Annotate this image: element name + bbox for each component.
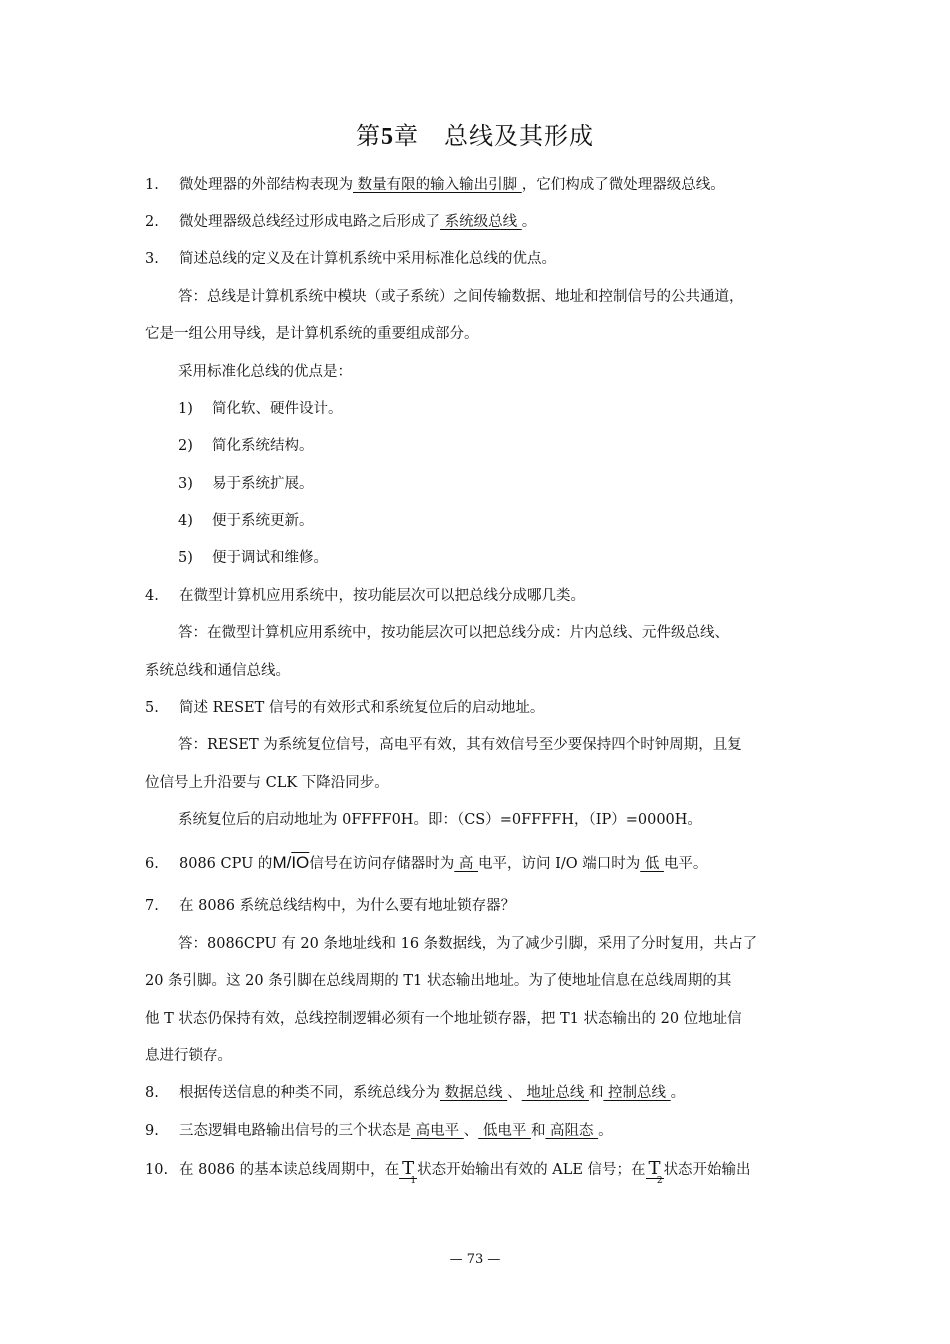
answer-blank: 数量有限的输入输出引脚 [353,177,522,193]
answer-3-line-2: 它是一组公用导线，是计算机系统的重要组成部分。 [145,326,479,342]
answer-blank: 地址总线 [521,1085,589,1101]
advantage-item: 3) 易于系统扩展。 [178,476,314,492]
page-number: — 73 — [449,1252,501,1267]
question-5: 5. 简述 RESET 信号的有效形式和系统复位后的启动地址。 [145,700,545,716]
advantage-item: 5) 便于调试和维修。 [178,550,328,566]
answer-blank: 高 [454,856,478,872]
advantage-item: 2) 简化系统结构。 [178,438,314,454]
answer-blank: 系统级总线 [440,214,522,230]
answer-7-line-4: 息进行锁存。 [145,1048,232,1064]
answer-4-line-1: 答：在微型计算机应用系统中，按功能层次可以把总线分成：片内总线、元件级总线、 [178,625,729,641]
m-io-signal: M/ [272,853,292,872]
answer-blank: 控制总线 [603,1085,671,1101]
question-7: 7. 在 8086 系统总线结构中，为什么要有地址锁存器？ [145,898,516,914]
question-3: 3. 简述总线的定义及在计算机系统中采用标准化总线的优点。 [145,251,556,267]
answer-blank: 数据总线 [440,1085,508,1101]
answer-blank: 高电平 [411,1123,464,1139]
answer-3-line-1: 答：总线是计算机系统中模块（或子系统）之间传输数据、地址和控制信号的公共通道， [178,289,744,305]
question-1: 1. 微处理器的外部结构表现为 数量有限的输入输出引脚 ，它们构成了微处理器级总线。 [145,177,725,193]
answer-5-line-3: 系统复位后的启动地址为 0FFFF0H。即：（CS）=0FFFFH，（IP）=0000H。 [178,812,702,828]
t2-state-blank: T 2 [646,1160,664,1179]
question-8: 8. 根据传送信息的种类不同，系统总线分为 数据总线 、 地址总线 和 控制总线 。 [145,1085,686,1101]
answer-7-line-1: 答：8086CPU 有 20 条地址线和 16 条数据线，为了减少引脚，采用了分时复用，共占了 [178,936,758,952]
question-2: 2. 微处理器级总线经过形成电路之后形成了 系统级总线 。 [145,214,537,230]
answer-5-line-2: 位信号上升沿要与 CLK 下降沿同步。 [145,775,389,791]
advantage-item: 4) 便于系统更新。 [178,513,314,529]
title-number: 5 [381,124,394,150]
answer-blank: 低电平 [478,1123,531,1139]
chapter-title [0,116,950,151]
t1-state-blank: T 1 [399,1160,417,1179]
title-suffix: 章 总线及其形成 [394,122,594,150]
question-6: 6. 8086 CPU 的$M/\overline{IO}$信号在访问存储器时为 高 电平，访问 I/O 端口时为 低 电平。 [145,853,708,872]
answer-4-line-2: 系统总线和通信总线。 [145,663,290,679]
io-overline-signal: $\overline{IO}$ [291,853,310,872]
question-10: 10. 在 8086 的基本读总线周期中，在 T 1 状态开始输出有效的 ALE 信号；在 T 2 状态开始输出 [145,1158,751,1186]
answer-5-line-1: 答：RESET 为系统复位信号，高电平有效，其有效信号至少要保持四个时钟周期，且复 [178,737,742,753]
question-4: 4. 在微型计算机应用系统中，按功能层次可以把总线分成哪几类。 [145,588,585,604]
answer-7-line-3: 他 T 状态仍保持有效，总线控制逻辑必须有一个地址锁存器，把 T1 状态输出的 20 位地址信 [145,1011,742,1027]
advantage-item: 1) 简化软、硬件设计。 [178,401,343,417]
answer-blank: 高阻态 [545,1123,599,1139]
question-9: 9. 三态逻辑电路输出信号的三个状态是 高电平 、 低电平 和 高阻态 。 [145,1123,613,1139]
answer-blank: 低 [640,856,664,872]
answer-3-line-3: 采用标准化总线的优点是： [178,364,352,380]
answer-7-line-2: 20 条引脚。这 20 条引脚在总线周期的 T1 状态输出地址。为了使地址信息在总线周期的其 [145,973,732,989]
title-prefix: 第 [356,122,381,150]
